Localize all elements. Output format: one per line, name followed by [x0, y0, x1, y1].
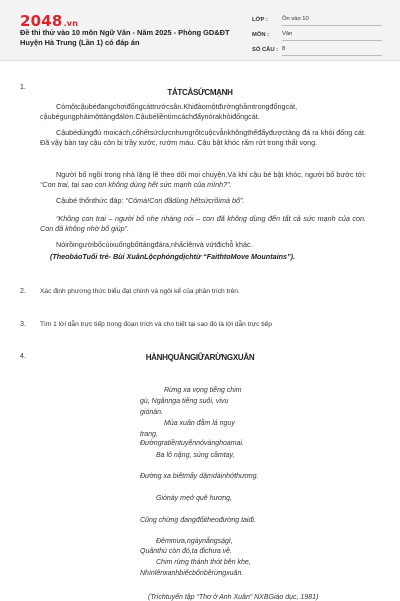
- poem-line: gù, Ngânnga tiếng suối, vivu: [140, 398, 229, 405]
- poem-line: Đêmmưa,ngàynắngsá̤gì,: [156, 538, 233, 545]
- question-text: Xác định phương thức biểu đạt chính và ngôi kể của phần trích trên.: [40, 288, 240, 295]
- question-text: Tìm 1 lời dẫn trực tiếp trong đoạn trích và cho biết tại sao đó là lời dẫn trực tiếp: [40, 321, 272, 328]
- poem-title: HÀNHQUÂNGIỮARỪNGXUÂN: [145, 353, 255, 362]
- passage-paragraph: Nóirồingườibốcúixuốngbốttảngđára,nhấclênvà vứtđichỗ khác.: [56, 240, 253, 249]
- question-number: 4.: [20, 353, 26, 360]
- logo-tld: .vn: [63, 19, 79, 28]
- poem-line: Quânthù còn đó,ta đichưa về.: [140, 548, 232, 555]
- quoted-speech: “Con trai, tại sao con không dùng hết sức mạnh của mình?”.: [40, 180, 232, 189]
- poem-line: Chim rừng thánh thót bên khe,: [156, 559, 251, 566]
- meta-label: LỚP :: [252, 17, 268, 23]
- passage-paragraph: [40, 196, 366, 206]
- poem-line: trang,: [140, 431, 158, 438]
- meta-row-subject: [252, 29, 392, 43]
- passage-paragraph: “Không con trai – người bố nhẹ nhàng nói – con đã không dùng đến tất cả sức mạnh của con. Con đã không nhờ bố giúp”.: [40, 214, 366, 233]
- passage-paragraph: Cậubédùngđủ moicách,cốhếtsứclựcnhưngrốtcuộcvẫnkhôngthểđẩyđượctảng đá ra khỏi đống cát. Đã vậy bàn tay cậu còn bị trầy xước, rướm máu. Cậu bật khóc rấm rứt trong thất vọng.: [40, 128, 366, 147]
- page-header: [0, 0, 400, 61]
- passage-paragraph: [40, 170, 366, 190]
- poem-line: Mùa xuân đằm lá nguy: [164, 420, 235, 427]
- meta-label: SỐ CÂU :: [252, 47, 279, 53]
- poem-line: Đường xa biếtmấy dặmdàinhớthương.: [140, 473, 259, 480]
- passage-source: (TheobáoTuổi trẻ- Bùi XuânLộcphỏngdịchtừ “FaithtoMove Mountains”).: [50, 252, 295, 261]
- poem-source: (Tríchtuyển tập “Thơ ở Anh Xuân” NXBGiáo dục, 1981): [148, 594, 319, 601]
- poem-line: Cũng chừng đangđốitheođường taiđi.: [140, 517, 256, 524]
- question-number: 1.: [20, 84, 26, 91]
- passage-text: Người bố ngồi trong nhà lặng lẽ theo dõi mọi chuyện.Và khi cậu bé bật khóc, người bố bước tới:: [56, 170, 366, 179]
- poem-line: Ba lô nặng, súng cầmtay,: [156, 452, 235, 459]
- poem-line: Giónày mẹở quê hương,: [156, 495, 232, 502]
- poem-line: giónàn.: [140, 409, 163, 416]
- exam-title: Đề thi thử vào 10 môn Ngữ Văn - Năm 2025 - Phòng GD&ĐT Huyện Hà Trung (Lần 1) có đáp án: [20, 28, 230, 47]
- meta-row-class: [252, 14, 392, 28]
- question-number: 3.: [20, 321, 26, 328]
- meta-value: 8: [282, 45, 382, 56]
- passage-paragraph: Cómộtcậubéđangchơiđốngcáttrướcsân.Khiđàomộtđườnghầmtrongđốngcát, cậubégụngphảimộttảngđálớn.Cậubéliềntìmcáchđẩynórakhỏiđốngcát.: [40, 102, 298, 121]
- logo-text: 2048: [20, 12, 63, 30]
- meta-row-count: [252, 44, 392, 58]
- poem-line: Nhìnlênxanhbiếcbốnbềrừngxuân.: [140, 570, 244, 577]
- passage-text: Cậubé thổnthức đáp:: [56, 196, 124, 205]
- poem-line: Rừng xa vọng tiếng chim: [164, 387, 242, 394]
- meta-label: MÔN :: [252, 32, 270, 38]
- quoted-speech: “Cómà!Con đãdùng hếtsứcrồimà bố”.: [125, 196, 245, 205]
- exam-meta: [252, 14, 392, 59]
- poem-line: Đườngratiềntuyếnnóvànghoamai.: [140, 440, 245, 447]
- meta-value: Ôn vào 10: [282, 15, 382, 26]
- meta-value: Văn: [282, 30, 382, 41]
- question-number: 2.: [20, 288, 26, 295]
- passage-title: TÁTCẢSỨCMẠNH: [167, 88, 233, 97]
